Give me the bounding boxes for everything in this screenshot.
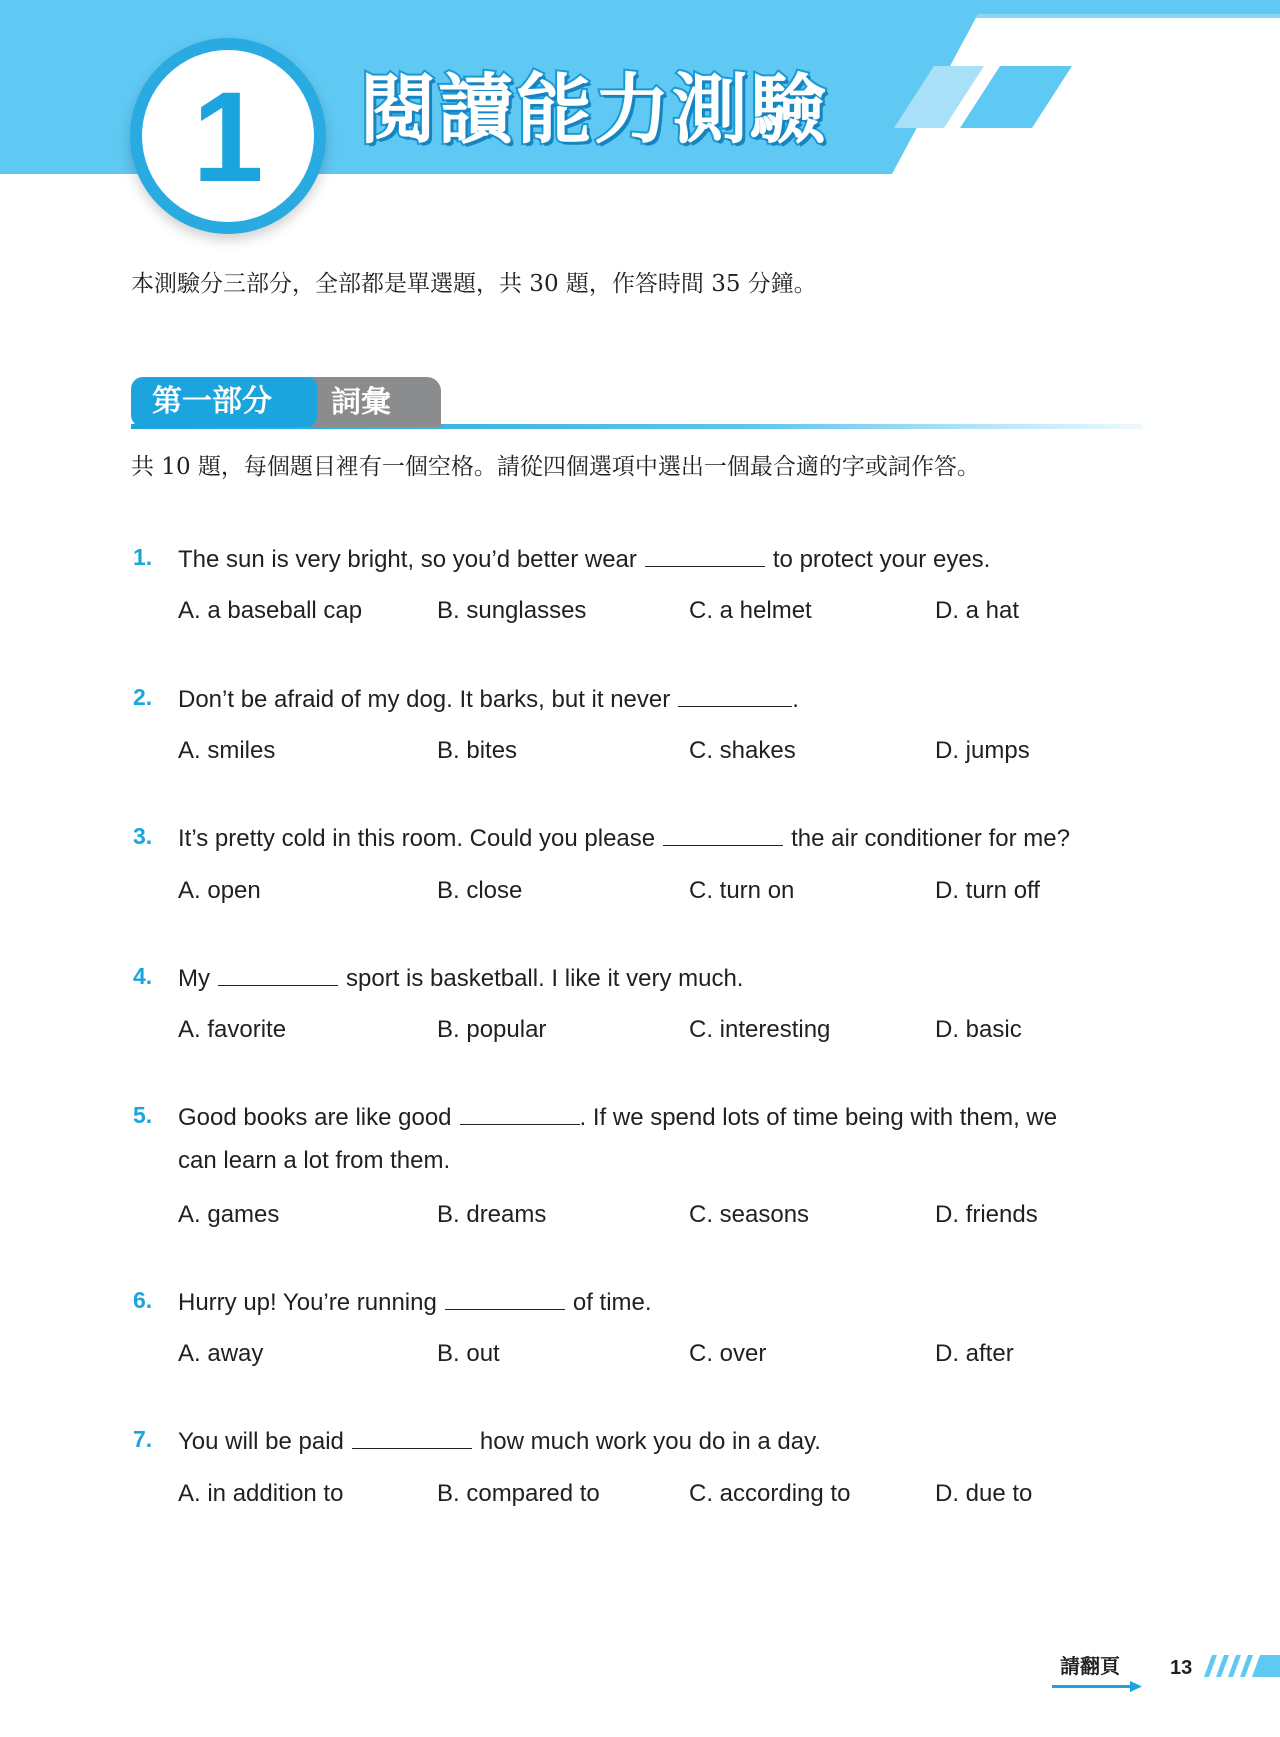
question-text (178, 825, 1070, 851)
chapter-banner (0, 0, 1280, 240)
section-topic-label: 詞彙 (303, 377, 441, 427)
option-d: D. basic (935, 1016, 1022, 1043)
option-c: C. according to (689, 1480, 851, 1507)
option-a: A. favorite (178, 1016, 287, 1043)
question-text-after: of time. (572, 1289, 652, 1316)
question-number: 1. (133, 544, 153, 570)
answer-blank (460, 1104, 580, 1125)
page-stripes-decoration (1204, 1655, 1280, 1677)
question-text (178, 686, 799, 712)
answer-blank (445, 1289, 565, 1310)
option-d: D. due to (935, 1480, 1033, 1507)
chapter-title: 閱讀能力測驗 (360, 65, 828, 154)
option-b: B. close (437, 877, 523, 904)
question-text-before: Hurry up! You’re running (178, 1289, 437, 1316)
option-b: B. compared to (437, 1480, 600, 1507)
question-text-before: You will be paid (178, 1428, 344, 1455)
chapter-number-badge-inner (142, 50, 314, 222)
turn-page-label: 請翻頁 (1060, 1654, 1120, 1678)
option-d: D. after (935, 1340, 1014, 1367)
arrow-right-icon (1052, 1681, 1144, 1693)
option-b: B. bites (437, 737, 518, 764)
question-text-after: the air conditioner for me? (791, 825, 1070, 852)
option-b: B. sunglasses (437, 597, 587, 624)
option-b: B. popular (437, 1016, 547, 1043)
option-c: C. turn on (689, 877, 795, 904)
page-number: 13 (1170, 1657, 1193, 1679)
question-number: 6. (133, 1287, 153, 1313)
option-c: C. a helmet (689, 597, 812, 624)
answer-blank (645, 546, 765, 567)
section-part-label: 第一部分 (131, 377, 309, 427)
question-text-before: My (178, 965, 210, 992)
question-text-after: . If we spend lots of time being with them, we (579, 1104, 1058, 1131)
option-b: B. out (437, 1340, 500, 1367)
question-text (178, 546, 990, 572)
option-c: C. seasons (689, 1201, 810, 1228)
option-d: D. friends (935, 1201, 1038, 1228)
option-a: A. smiles (178, 737, 276, 764)
question-text-continuation: can learn a lot from them. (178, 1147, 451, 1174)
answer-blank (352, 1428, 472, 1449)
option-d: D. a hat (935, 597, 1020, 624)
question-number: 3. (133, 823, 153, 849)
question-text-before: Good books are like good (178, 1104, 452, 1131)
answer-blank (663, 825, 783, 846)
option-a: A. games (178, 1201, 280, 1228)
chapter-number-badge (130, 38, 326, 234)
test-intro: 本測驗分三部分，全部都是單選題，共 30 題，作答時間 35 分鐘。 (131, 271, 817, 297)
question-text (178, 1289, 652, 1315)
option-a: A. a baseball cap (178, 597, 363, 624)
option-a: A. open (178, 877, 261, 904)
option-c: C. shakes (689, 737, 796, 764)
answer-blank (218, 965, 338, 986)
question-number: 7. (133, 1426, 153, 1452)
question-text-before: The sun is very bright, so you’d better wear (178, 546, 637, 573)
question-number: 4. (133, 963, 153, 989)
option-a: A. in addition to (178, 1480, 344, 1507)
question-text (178, 1104, 1057, 1130)
answer-blank (678, 686, 792, 707)
section-instructions: 共 10 題，每個題目裡有一個空格。請從四個選項中選出一個最合適的字或詞作答。 (131, 454, 980, 480)
question-text (178, 1428, 821, 1454)
question-text (178, 965, 743, 991)
question-text-after: how much work you do in a day. (479, 1428, 821, 1455)
option-a: A. away (178, 1340, 264, 1367)
chapter-number: 1 (192, 66, 264, 209)
question-text-after: . (792, 686, 799, 713)
question-number: 5. (133, 1102, 153, 1128)
question-text-before: It’s pretty cold in this room. Could you please (178, 825, 656, 852)
option-b: B. dreams (437, 1201, 547, 1228)
option-c: C. over (689, 1340, 767, 1367)
question-text-after: to protect your eyes. (772, 546, 991, 573)
question-text-before: Don’t be afraid of my dog. It barks, but it never (178, 686, 671, 713)
option-d: D. jumps (935, 737, 1030, 764)
question-text-after: sport is basketball. I like it very much. (346, 965, 744, 992)
option-d: D. turn off (935, 877, 1040, 904)
option-c: C. interesting (689, 1016, 831, 1043)
question-number: 2. (133, 684, 153, 710)
